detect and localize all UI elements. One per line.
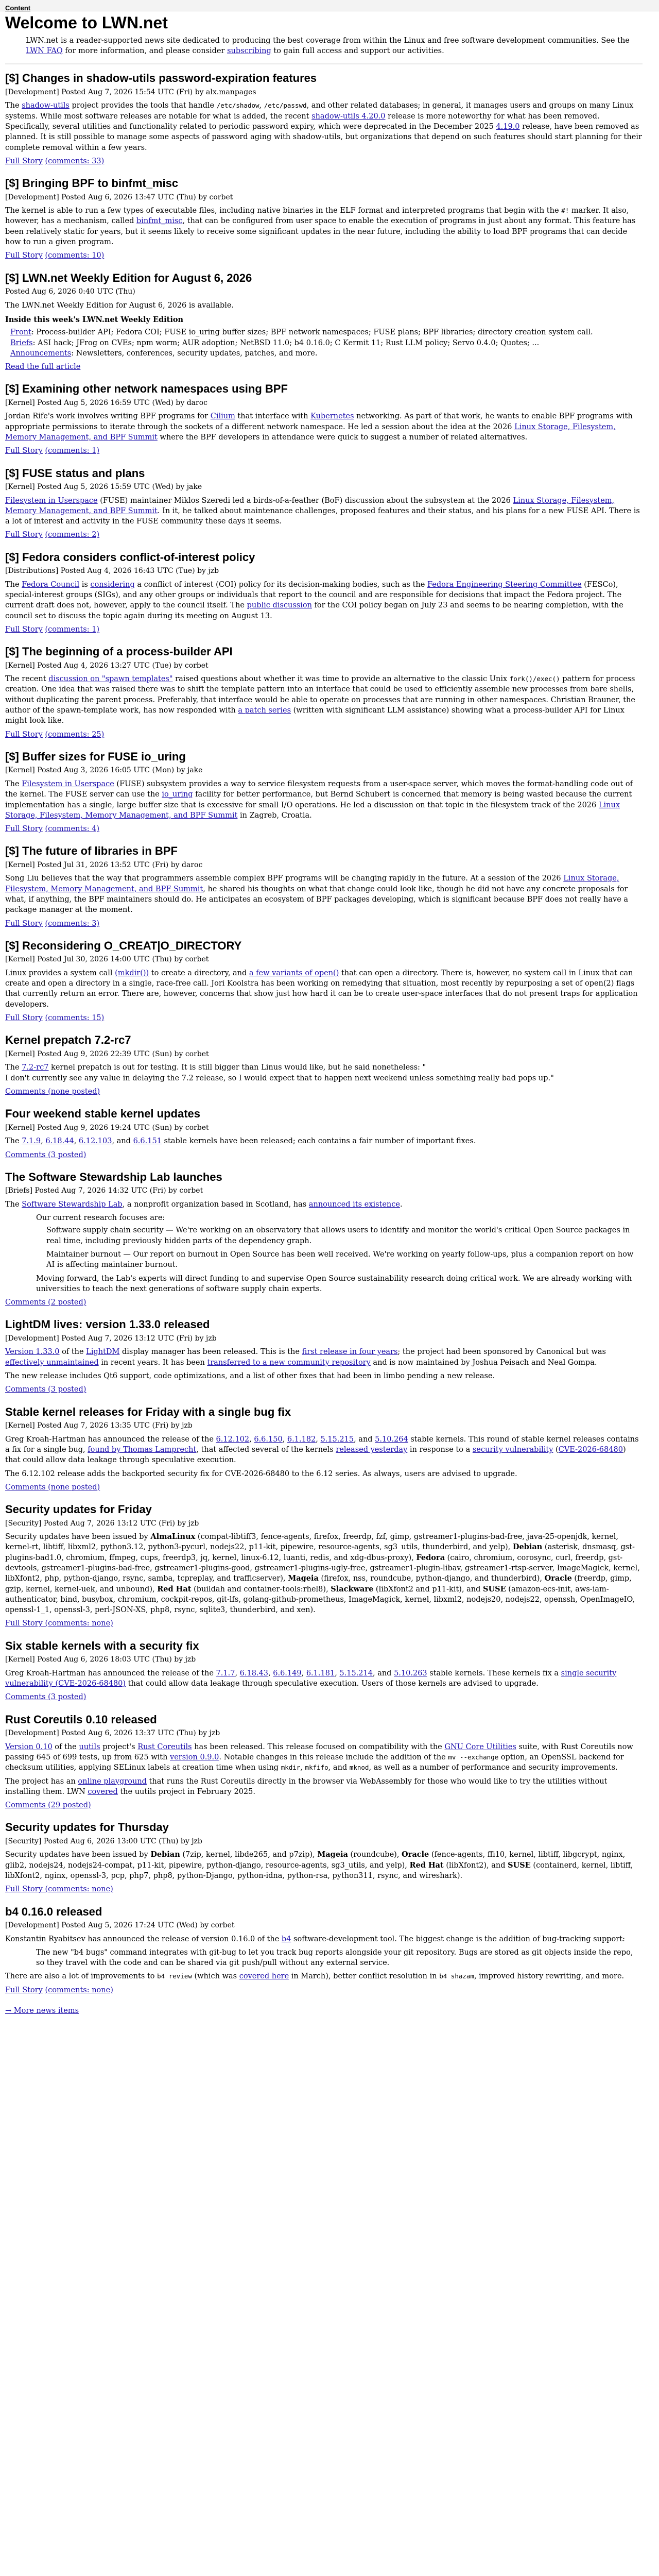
main-content xyxy=(0,13,659,2016)
inline-link[interactable]: Linux Storage, Filesystem, Memory Management, and BPF Summit xyxy=(5,801,620,820)
full-story-link[interactable]: Full Story xyxy=(5,919,43,928)
article-title: [$] Buffer sizes for FUSE io_uring xyxy=(5,750,186,763)
inline-link[interactable]: covered xyxy=(88,1787,118,1796)
article-byline: [Development] Posted Aug 5, 2026 17:24 UTC (Wed) by corbet xyxy=(5,1921,235,1929)
list-item: Maintainer burnout — Our report on burnout in Open Source has been well received. We're working on yearly follow-ups, plus a companion report on how AI is affecting maintainer burnout. xyxy=(46,1250,634,1269)
more-news-link[interactable]: → More news items xyxy=(5,2007,79,2015)
article xyxy=(5,1405,643,1493)
article xyxy=(5,177,643,261)
article-byline: [Kernel] Posted Aug 4, 2026 13:27 UTC (Tue) by corbet xyxy=(5,661,209,670)
inline-link[interactable]: 5.10.264 xyxy=(375,1435,408,1444)
article-title: [$] Examining other network namespaces using BPF xyxy=(5,382,288,396)
inline-link[interactable]: 5.10.263 xyxy=(394,1669,427,1677)
inline-link[interactable]: found by Thomas Lamprecht xyxy=(88,1445,197,1454)
subscribing-link[interactable]: subscribing xyxy=(227,47,271,56)
list-item: Software supply chain security — We're working on an observatory that allows users to identify and monitor the world's critical Open Source packages in real time, including previously hidden parts of the dependency graph. xyxy=(46,1226,630,1245)
article-summary: The 6.12.102 release adds the backported security fix for CVE-2026-68480 to the 6.12 series. As always, users are advised to upgrade. xyxy=(5,1469,517,1478)
comments-link[interactable]: (comments: 1) xyxy=(45,447,100,455)
article-summary: Filesystem in Userspace (FUSE) maintainer Miklos Szeredi led a birds-of-a-feather (BoF) discussion about the subsystem at the 2026 Linux Storage, Filesystem, Memory Management, and BPF Summit. In it, he talked about maintenance challenges, proposed features and their status, and his plans for a new FUSE API. There is a lot of interest and activity in the FUSE community these days it seems. xyxy=(5,496,640,526)
more-news xyxy=(5,2006,643,2016)
inline-link[interactable]: a few variants of open() xyxy=(249,969,339,977)
inline-link[interactable]: security vulnerability xyxy=(472,1445,553,1454)
inline-link[interactable]: Fedora Council xyxy=(22,580,80,589)
inline-link[interactable]: Linux Storage, Filesystem, Memory Management, and BPF Summit xyxy=(5,874,619,893)
article-links xyxy=(5,1884,643,1894)
article-summary: The shadow-utils project provides the tools that handle /etc/shadow, /etc/passwd, and other related databases; in general, it manages users and groups on many Linux systems. While most software releases are notable for what is added, the recent shadow-utils 4.20.0 release is more noteworthy for what has been removed. Specifically, several utilities and functionality related to periodic password expiry, which were deprecated in the December 2025 4.19.0 release, have been removed as planned. It is still possible to manage some aspects of password aging with shadow-utils, but organizations that depend on such features should start planning for their complete removal within a few years. xyxy=(5,101,642,152)
inline-link[interactable]: covered here xyxy=(239,1972,289,1981)
article-byline: [Development] Posted Aug 6, 2026 13:37 UTC (Thu) by jzb xyxy=(5,1729,220,1738)
article-byline: [Development] Posted Aug 6, 2026 13:47 UTC (Thu) by corbet xyxy=(5,193,233,201)
inline-link[interactable]: LightDM xyxy=(86,1348,120,1357)
article-summary: The Fedora Council is considering a conflict of interest (COI) policy for its decision-making bodies, such as the Fedora Engineering Steering Committee (FESCo), special-interest groups (SIGs), and any other groups or individuals that report to the council and are responsible for decisions that impact the Fedora project. The current draft does not, however, apply to the council itself. The public discussion for the COI policy began on July 23 and seems to be nearing completion, with the council set to discuss the topic again during its meeting on August 13. xyxy=(5,580,623,620)
inline-link[interactable]: released yesterday xyxy=(336,1445,408,1454)
inline-link[interactable]: uutils xyxy=(79,1742,100,1751)
article-links xyxy=(5,1482,643,1493)
comments-link[interactable]: Comments (none posted) xyxy=(5,1087,100,1096)
article xyxy=(5,72,643,166)
article-title: Six stable kernels with a security fix xyxy=(5,1639,199,1652)
comments-link[interactable]: (comments: 4) xyxy=(45,825,100,834)
article xyxy=(5,1639,643,1703)
weekly-section-link[interactable]: Announcements xyxy=(10,349,72,358)
comments-link[interactable]: Comments (3 posted) xyxy=(5,1693,86,1702)
full-story-link[interactable]: Full Story xyxy=(5,825,43,834)
inline-link[interactable]: shadow-utils xyxy=(22,101,70,110)
full-story-link[interactable]: Full Story xyxy=(5,625,43,634)
article-byline: [Security] Posted Aug 6, 2026 13:00 UTC (Thu) by jzb xyxy=(5,1837,202,1845)
article xyxy=(5,750,643,834)
weekly-edition-list xyxy=(10,327,643,359)
article-summary: The LWN.net Weekly Edition for August 6, 2026 is available. xyxy=(5,301,234,310)
full-story-link[interactable]: Full Story xyxy=(5,447,43,455)
article-links xyxy=(5,1087,643,1097)
inline-link[interactable]: 5.15.215 xyxy=(320,1435,354,1444)
article-links xyxy=(5,530,643,540)
site-intro: LWN.net is a reader-supported news site dedicated to producing the best coverage from within the Linux and free software development communities. See the LWN FAQ for more information, and please consider subscribing to gain full access and support our activities. xyxy=(26,36,630,56)
article-summary: Security updates have been issued by AlmaLinux (compat-libtiff3, fence-agents, firefox, freerdp, fzf, gimp, gstreamer1-plugins-bad-free, java-25-openjdk, kernel, kernel-rt, libtiff, libxml2, python3.12, python3-pycurl, nodejs22, p11-kit, pipewire, resource-agents, sg3_utils, thunderbird, and yelp), Debian (asterisk, dnsmasq, gst-plugins-bad1.0, chromium, ffmpeg, cups, freerdp3, jq, kernel, linux-6.12, luanti, redis, and xdg-dbus-proxy), Fedora (cairo, chromium, corosync, curl, freerdp, gst-devtools, gstreamer1-plugins-bad-free, gstreamer1-plugins-good, gstreamer1-plugins-ugly-free, gstreamer1-plugin-libav, gstreamer1-rtsp-server, ImageMagick, kernel, libXfont2, php, python-django, rsync, samba, tcpreplay, and trafficserver), Mageia (firefox, nss, roundcube, python-django, and thunderbird), Oracle (freerdp, gimp, gzip, kernel, kernel-uek, and unbound), Red Hat (buildah and container-tools:rhel8), Slackware (libXfont2 and p11-kit), and SUSE (amazon-ecs-init, aws-iam-authenticator, bind, busybox, chromium, cockpit-repos, git-lfs, golang-github-prometheus, ImageMagick, kernel, libxml2, nodejs20, nodejs22, openssh, OpenImageIO, openssl-1_1, openssl-3, perl-JSON-XS, php8, rsync, sqlite3, thunderbird, and xen). xyxy=(5,1532,640,1615)
article xyxy=(5,467,643,540)
article xyxy=(5,272,643,372)
inline-link[interactable]: 6.12.103 xyxy=(78,1137,112,1146)
full-story-link[interactable]: Full Story xyxy=(5,1014,43,1023)
weekly-section-link[interactable]: Front xyxy=(10,328,31,337)
article xyxy=(5,1318,643,1395)
article-byline: [Kernel] Posted Aug 5, 2026 15:59 UTC (Wed) by jake xyxy=(5,482,202,491)
article-summary: Song Liu believes that the way that programmers assemble complex BPF programs will be changing rapidly in the future. At a session of the 2026 Linux Storage, Filesystem, Memory Management, and BPF Summit, he shared his thoughts on what that change could look like, though he did not have any concrete proposals for what, if anything, the BPF maintainers should do. He anticipates an ecosystem of BPF packages developing, which is significant because BPF does not really have a package manager at the moment. xyxy=(5,874,629,914)
comments-link[interactable]: (comments: 25) xyxy=(45,730,105,739)
inline-link[interactable]: online playground xyxy=(78,1777,147,1786)
article-links xyxy=(5,919,643,929)
article-byline: Posted Aug 6, 2026 0:40 UTC (Thu) xyxy=(5,287,135,296)
full-story-link[interactable]: Full Story (comments: none) xyxy=(5,1619,113,1628)
article-title: Stable kernel releases for Friday with a single bug fix xyxy=(5,1405,291,1418)
article xyxy=(5,939,643,1023)
article-summary: Greg Kroah-Hartman has announced the release of the 6.12.102, 6.6.150, 6.1.182, 5.15.215, and 5.10.264 stable kernels. This round of stable kernel releases contains a fix for a single bug, found by Thomas Lamprecht, that affected several of the kernels released yesterday in response to a security vulnerability (CVE-2026-68480) that could allow data leakage through speculative execution. xyxy=(5,1435,639,1465)
article-title: Kernel prepatch 7.2-rc7 xyxy=(5,1033,131,1047)
inline-link[interactable]: shadow-utils 4.20.0 xyxy=(311,112,386,121)
faq-link[interactable]: LWN FAQ xyxy=(26,47,63,56)
inline-link[interactable]: public discussion xyxy=(247,601,312,610)
article-links xyxy=(5,1985,643,1995)
article-links xyxy=(5,1692,643,1702)
article xyxy=(5,844,643,928)
inline-link[interactable]: 7.2-rc7 xyxy=(22,1063,49,1072)
full-story-link[interactable]: Full Story xyxy=(5,730,43,739)
article-links xyxy=(5,250,643,261)
comments-link[interactable]: Comments (2 posted) xyxy=(5,1298,86,1307)
full-story-link[interactable]: Full Story (comments: none) xyxy=(5,1885,113,1894)
comments-link[interactable]: Comments (3 posted) xyxy=(5,1385,86,1394)
article-byline: [Briefs] Posted Aug 7, 2026 14:32 UTC (Fri) by corbet xyxy=(5,1187,203,1195)
article-summary: Konstantin Ryabitsev has announced the release of version 0.16.0 of the b4 software-development tool. The biggest change is the addition of bug-tracking support: xyxy=(5,1935,625,1943)
article xyxy=(5,1905,643,1995)
article-summary: Jordan Rife's work involves writing BPF programs for Cilium that interface with Kubernetes networking. As part of that work, he wants to enable BPF programs with appropriate permissions to iterate through the sockets of a different network namespace. He led a session about the idea at the 2026 Linux Storage, Filesystem, Memory Management, and BPF Summit where the BPF developers in attendance were quick to suggest a number of related alternatives. xyxy=(5,412,633,442)
list-item: The new "b4 bugs" command integrates with git-bug to let you track bug reports alongside your git repository. Bugs are stored as git objects inside the repo, so they travel with the code and can be shared via git push/pull without any external service. xyxy=(36,1948,633,1968)
article xyxy=(5,1713,643,1811)
inline-link[interactable]: Rust Coreutils xyxy=(137,1742,192,1751)
article-byline: [Kernel] Posted Jul 31, 2026 13:52 UTC (Fri) by daroc xyxy=(5,860,203,869)
article-links xyxy=(5,1800,643,1810)
inline-link[interactable]: Linux Storage, Filesystem, Memory Management, and BPF Summit xyxy=(5,496,615,515)
inline-link[interactable]: CVE-2026-68480 xyxy=(558,1445,623,1454)
article-title: [$] Changes in shadow-utils password-expiration features xyxy=(5,72,317,85)
article-summary: The 7.2-rc7 kernel prepatch is out for testing. It is still bigger than Linus would like, but he said nonetheless: " I don't currently see any value in delaying the 7.2 release, so I would expect that to happen next weekend unless something really bad pops up." xyxy=(5,1063,554,1082)
article-summary: The Filesystem in Userspace (FUSE) subsystem provides a way to service filesystem requests from a user-space server, which moves the format-handling code out of the kernel. The FUSE server can use the io_uring facility for better performance, but Bernd Schubert is concerned that memory is being wasted because the current implementation has a single, large buffer size that is excessive for small I/O operations. He led a discussion on that topic in the filesystem track of the 2026 Linux Storage, Filesystem, Memory Management, and BPF Summit in Zagreb, Croatia. xyxy=(5,779,633,820)
inline-link[interactable]: Cilium xyxy=(210,412,235,421)
article-summary: The Software Stewardship Lab, a nonprofit organization based in Scotland, has announced its existence. xyxy=(5,1200,403,1209)
article-title: b4 0.16.0 released xyxy=(5,1905,102,1918)
quote-text: Moving forward, the Lab's experts will direct funding to and supervise Open Source sustainability research doing critical work. We are already working with universities to teach the next generations of software supply chain experts. xyxy=(36,1274,632,1293)
comments-link[interactable]: (comments: 3) xyxy=(45,919,100,928)
list-item: Announcements: Newsletters, conferences, security updates, patches, and more. xyxy=(10,349,318,358)
article-byline: [Kernel] Posted Aug 5, 2026 16:59 UTC (Wed) by daroc xyxy=(5,398,207,407)
inline-link[interactable]: 7.1.9 xyxy=(22,1137,41,1146)
inline-link[interactable]: b4 xyxy=(281,1935,291,1943)
inline-link[interactable]: Filesystem in Userspace xyxy=(5,496,98,505)
comments-link[interactable]: (comments: 33) xyxy=(45,157,105,165)
article-links xyxy=(5,1297,643,1308)
inline-link[interactable]: a patch series xyxy=(238,706,291,715)
inline-link[interactable]: 5.15.214 xyxy=(339,1669,373,1677)
article-links xyxy=(5,1150,643,1160)
inline-link[interactable]: first release in four years xyxy=(302,1348,398,1357)
article-title: Rust Coreutils 0.10 released xyxy=(5,1713,157,1726)
inline-link[interactable]: Software Stewardship Lab xyxy=(22,1200,123,1209)
full-story-link[interactable]: Full Story xyxy=(5,1986,43,1994)
article-byline: [Kernel] Posted Jul 30, 2026 14:00 UTC (Thu) by corbet xyxy=(5,955,209,964)
content-label: Content xyxy=(5,4,31,12)
inline-link[interactable]: Fedora Engineering Steering Committee xyxy=(427,580,582,589)
article-summary: Greg Kroah-Hartman has announced the release of the 7.1.7, 6.18.43, 6.6.149, 6.1.181, 5.15.214, and 5.10.263 stable kernels. These kernels fix a single security vulnerability (CVE-2026-68480) that could allow data leakage through speculative execution. Users of those kernels are advised to upgrade. xyxy=(5,1669,617,1688)
article-summary: The project has an online playground that runs the Rust Coreutils directly in the browser via WebAssembly for those who would like to try the utilities without installing them. LWN covered the uutils project in February 2025. xyxy=(5,1777,608,1796)
quote-list xyxy=(36,1947,643,1969)
inline-link[interactable]: GNU Core Utilities xyxy=(444,1742,516,1751)
inline-link[interactable]: 6.18.43 xyxy=(239,1669,269,1677)
inline-link[interactable]: Version 1.33.0 xyxy=(5,1348,60,1357)
article-links xyxy=(5,824,643,834)
full-story-link[interactable]: Full Story xyxy=(5,251,43,260)
inline-link[interactable]: Linux Storage, Filesystem, Memory Management, and BPF Summit xyxy=(5,422,616,442)
comments-link[interactable]: (comments: 2) xyxy=(45,531,100,539)
quote-list xyxy=(46,1225,643,1270)
inline-link[interactable]: single security vulnerability (CVE-2026-68480) xyxy=(5,1669,617,1688)
quote-text: Our current research focuses are: xyxy=(36,1214,165,1223)
article-title: The Software Stewardship Lab launches xyxy=(5,1170,222,1183)
article-title: LightDM lives: version 1.33.0 released xyxy=(5,1318,210,1331)
inline-link[interactable]: (mkdir()) xyxy=(115,969,149,977)
article xyxy=(5,382,643,456)
inline-link[interactable]: 4.19.0 xyxy=(496,122,520,131)
comments-link[interactable]: (comments: 1) xyxy=(45,625,100,634)
inline-link[interactable]: 6.12.102 xyxy=(216,1435,250,1444)
article-links xyxy=(5,1618,643,1629)
article-links xyxy=(5,1384,643,1395)
article-title: [$] LWN.net Weekly Edition for August 6, 2026 xyxy=(5,271,252,284)
full-story-link[interactable]: Full Story xyxy=(5,531,43,539)
article-summary: Version 1.33.0 of the LightDM display manager has been released. This is the first release in four years; the project had been sponsored by Canonical but was effectively unmaintained in recent years. It has been transferred to a new community repository and is now maintained by Joshua Peisach and Neal Gompa. xyxy=(5,1348,606,1367)
page-title: Welcome to LWN.net xyxy=(5,13,168,32)
article xyxy=(5,1171,643,1308)
inline-link[interactable]: 7.1.7 xyxy=(216,1669,235,1677)
article-links xyxy=(5,446,643,456)
comments-link[interactable]: Comments (none posted) xyxy=(5,1483,100,1492)
article-summary: The kernel is able to run a few types of executable files, including native binaries in the ELF format and interpreted programs that begin with the #! marker. It also, however, has a mechanism, called binfmt_misc, that can be configured from user space to enable the execution of programs in just about any format. This feature has been relatively static for years, but it seems likely to receive some significant updates in the near future, including the ability to load BPF programs that can decide how to run a given program. xyxy=(5,207,636,247)
inline-link[interactable]: version 0.9.0 xyxy=(170,1753,219,1761)
article-title: [$] FUSE status and plans xyxy=(5,466,145,480)
article-title: Security updates for Friday xyxy=(5,1503,152,1516)
article-title: [$] Reconsidering O_CREAT|O_DIRECTORY xyxy=(5,939,242,952)
comments-link[interactable]: Comments (29 posted) xyxy=(5,1801,91,1810)
article-title: [$] The beginning of a process-builder API xyxy=(5,645,233,658)
article-byline: [Kernel] Posted Aug 9, 2026 19:24 UTC (Sun) by corbet xyxy=(5,1123,209,1132)
article xyxy=(5,1107,643,1160)
article-title: Four weekend stable kernel updates xyxy=(5,1107,201,1121)
article xyxy=(5,551,643,635)
article-byline: [Kernel] Posted Aug 9, 2026 22:39 UTC (Sun) by corbet xyxy=(5,1049,209,1058)
article-summary: The recent discussion on "spawn templates" raised questions about whether it was time to provide an alternative to the classic Unix fork()/exec() pattern for process creation. One idea that was raised there was to shift the template pattern into an interface that could be used to efficiently assemble new processes from bare shells, without duplicating the parent process. Preferably, that interface would be able to operate on processes that are running in other namespaces. Christian Brauner, the author of the spawn-template work, has now responded with a patch series (written with significant LLM assistance) showing what a process-builder API for Linux might look like. xyxy=(5,675,635,725)
inline-link[interactable]: announced its existence xyxy=(308,1200,400,1209)
comments-link[interactable]: (comments: 15) xyxy=(45,1014,105,1023)
article-title: Security updates for Thursday xyxy=(5,1821,169,1834)
inline-link[interactable]: 6.6.150 xyxy=(254,1435,283,1444)
inline-link[interactable]: Kubernetes xyxy=(310,412,354,421)
inline-link[interactable]: Filesystem in Userspace xyxy=(22,779,114,788)
article-links xyxy=(5,624,643,635)
article-byline: [Kernel] Posted Aug 6, 2026 18:03 UTC (Thu) by jzb xyxy=(5,1655,196,1664)
article-summary: There are also a lot of improvements to b4 review (which was covered here in March), better conflict resolution in b4 shazam, improved history rewriting, and more. xyxy=(5,1972,625,1981)
article xyxy=(5,645,643,740)
article-title: [$] Bringing BPF to binfmt_misc xyxy=(5,177,179,190)
inline-link[interactable]: effectively unmaintained xyxy=(5,1358,99,1367)
top-bar xyxy=(0,0,659,11)
inline-link[interactable]: 6.1.182 xyxy=(287,1435,316,1444)
inline-link[interactable]: binfmt_misc xyxy=(136,217,183,226)
article-byline: [Kernel] Posted Aug 3, 2026 16:05 UTC (Mon) by jake xyxy=(5,766,203,775)
weekly-edition-heading: Inside this week's LWN.net Weekly Edition xyxy=(5,315,184,324)
article-byline: [Security] Posted Aug 7, 2026 13:12 UTC (Fri) by jzb xyxy=(5,1519,199,1528)
article-title: [$] Fedora considers conflict-of-interest policy xyxy=(5,550,255,564)
inline-link[interactable]: Version 0.10 xyxy=(5,1742,53,1751)
inline-link[interactable]: discussion on "spawn templates" xyxy=(48,675,173,684)
article-links xyxy=(5,362,643,372)
article-summary: Security updates have been issued by Debian (7zip, kernel, libde265, and p7zip), Mageia (roundcube), Oracle (fence-agents, ffi10, kernel, libtiff, libgcrypt, nginx, glib2, nodejs24, nodejs24-compat, p11-kit, pipewire, python-django, resource-agents, sg3_utils, and yelp), Red Hat (libXfont2), and SUSE (containerd, kernel, libtiff, libXfont2, nginx, openssl-3, pcp, php7, php8, python-Django, python-idna, python-rsa, python311, rsync, and wireshark). xyxy=(5,1850,633,1880)
read-full-article-link[interactable]: Read the full article xyxy=(5,363,81,371)
article-links xyxy=(5,1013,643,1023)
article-summary: The new release includes Qt6 support, code optimizations, and a list of other fixes that had been in limbo pending a new release. xyxy=(5,1372,495,1381)
article-byline: [Development] Posted Aug 7, 2026 13:12 UTC (Fri) by jzb xyxy=(5,1334,217,1343)
inline-link[interactable]: transferred to a new community repository xyxy=(207,1358,371,1367)
article-links xyxy=(5,730,643,740)
inline-link[interactable]: 6.6.149 xyxy=(273,1669,302,1677)
article xyxy=(5,1033,643,1097)
article-byline: [Kernel] Posted Aug 7, 2026 13:35 UTC (Fri) by jzb xyxy=(5,1421,193,1430)
article xyxy=(5,1821,643,1894)
article-summary: Linux provides a system call (mkdir()) to create a directory, and a few variants of open() that can open a directory. There is, however, no system call in Linux that can create and open a directory in a single, race-free call. Jori Koolstra has been working on remedying that situation, most recently by repurposing a set of open(2) flags that currently return an error. There are, however, concerns that show just how hard it can be to create user-space interfaces that do not present traps for application developers. xyxy=(5,969,638,1009)
full-story-link[interactable]: Full Story xyxy=(5,157,43,165)
list-item: Front: Process-builder API; Fedora COI; FUSE io_uring buffer sizes; BPF network namespaces; FUSE plans; BPF libraries; directory creation system call. xyxy=(10,328,593,337)
article-summary: The 7.1.9, 6.18.44, 6.12.103, and 6.6.151 stable kernels have been released; each contains a fair number of important fixes. xyxy=(5,1137,476,1146)
inline-link[interactable]: 6.18.44 xyxy=(45,1137,74,1146)
article-byline: [Distributions] Posted Aug 4, 2026 16:43 UTC (Tue) by jzb xyxy=(5,567,219,575)
inline-link[interactable]: io_uring xyxy=(162,790,193,799)
article-links xyxy=(5,156,643,166)
article-byline: [Development] Posted Aug 7, 2026 15:54 UTC (Fri) by alx.manpages xyxy=(5,88,256,96)
comments-link[interactable]: (comments: 10) xyxy=(45,251,105,260)
inline-link[interactable]: considering xyxy=(90,580,135,589)
divider xyxy=(5,63,643,64)
comments-link[interactable]: Comments (3 posted) xyxy=(5,1150,86,1159)
inline-link[interactable]: 6.1.181 xyxy=(306,1669,335,1677)
list-item: Briefs: ASI hack; JFrog on CVEs; npm worm; AUR adoption; NetBSD 11.0; b4 0.16.0; C Kermit 11; Rust LLM policy; Servo 0.4.0; Quotes; ... xyxy=(10,338,540,347)
article-title: [$] The future of libraries in BPF xyxy=(5,844,178,858)
article xyxy=(5,1503,643,1629)
inline-link[interactable]: 6.6.151 xyxy=(133,1137,162,1146)
weekly-section-link[interactable]: Briefs xyxy=(10,338,33,347)
article-summary: Version 0.10 of the uutils project's Rust Coreutils has been released. This release focused on compatibility with the GNU Core Utilities suite, with Rust Coreutils now passing 645 of 699 tests, up from 625 with version 0.9.0. Notable changes in this release include the addition of the mv --exchange option, an OpenSSL backend for checksum utilities, applying SELinux labels at creation time when using mkdir, mkfifo, and mknod, as well as a number of performance and security improvements. xyxy=(5,1742,633,1772)
comments-link[interactable]: (comments: none) xyxy=(45,1986,113,1994)
